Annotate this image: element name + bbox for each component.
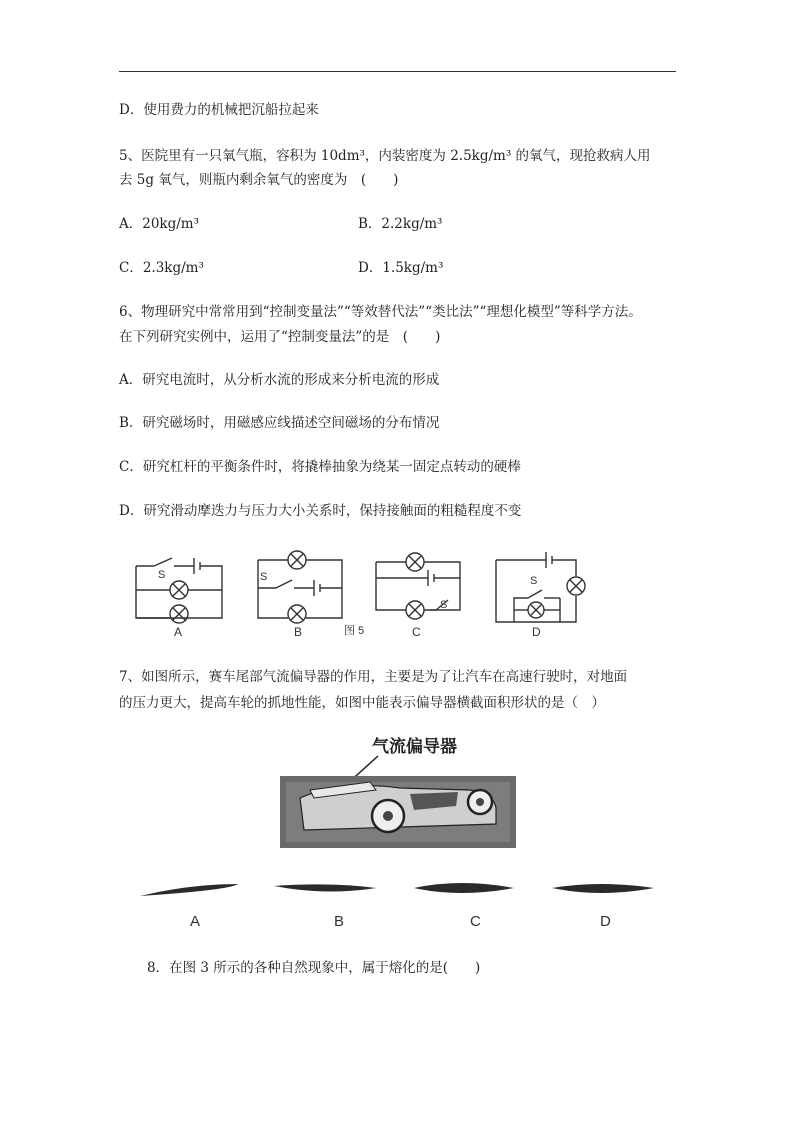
header-rule bbox=[119, 71, 676, 72]
q6-option-d: D．研究滑动摩迭力与压力大小关系时，保持接触面的粗糙程度不变 bbox=[119, 503, 522, 519]
circuit-label-a: A bbox=[174, 625, 183, 639]
circuit-label-b: B bbox=[294, 625, 303, 639]
cross-section-c bbox=[414, 883, 514, 893]
race-car-photo bbox=[280, 732, 516, 850]
shape-label-b: B bbox=[334, 913, 345, 930]
cross-section-b bbox=[274, 884, 376, 891]
q6-option-c: C．研究杠杆的平衡条件时，将撬棒抽象为绕某一固定点转动的硬棒 bbox=[119, 459, 521, 475]
circuit-a bbox=[136, 558, 222, 623]
q5-stem-line1: 5、医院里有一只氧气瓶，容积为 10dm³，内装密度为 2.5kg/m³ 的氧气，现抢救病人用 bbox=[119, 148, 651, 164]
circuit-b bbox=[258, 551, 342, 623]
q7-stem-line2: 的压力更大，提高车轮的抓地性能，如图中能表示偏导器横截面积形状的是（ ） bbox=[119, 695, 605, 711]
switch-label-b: S bbox=[260, 571, 268, 583]
circuit-label-c: C bbox=[412, 625, 421, 639]
q6-option-b: B．研究磁场时，用磁感应线描述空间磁场的分布情况 bbox=[119, 415, 440, 431]
switch-label-c: S bbox=[440, 599, 448, 611]
q6-stem-line2: 在下列研究实例中，运用了“控制变量法”的是 ( ) bbox=[119, 329, 441, 345]
q5-option-c: C．2.3kg/m³ bbox=[119, 260, 204, 276]
q5-stem-line2: 去 5g 氧气，则瓶内剩余氧气的密度为 ( ) bbox=[119, 172, 399, 188]
circuit-d bbox=[496, 552, 585, 622]
q6-stem-line1: 6、物理研究中常常用到“控制变量法”“等效替代法”“类比法”“理想化模型”等科学方法。 bbox=[119, 304, 642, 320]
q6-option-a: A．研究电流时，从分析水流的形成来分析电流的形成 bbox=[119, 372, 440, 388]
spoiler-label: 气流偏导器 bbox=[372, 737, 457, 756]
circuit-diagrams-figure bbox=[130, 548, 590, 644]
cross-section-a bbox=[140, 884, 238, 896]
circuit-label-d: D bbox=[532, 625, 541, 639]
spoiler-cross-sections bbox=[130, 876, 670, 932]
q5-option-d: D．1.5kg/m³ bbox=[358, 260, 444, 276]
q8-stem-line1: 8．在图 3 所示的各种自然现象中，属于熔化的是( ) bbox=[147, 960, 481, 976]
switch-label-a: S bbox=[158, 569, 166, 581]
q7-stem-line1: 7、如图所示，赛车尾部气流偏导器的作用，主要是为了让汽车在高速行驶时，对地面 bbox=[119, 669, 628, 685]
switch-label-d: S bbox=[530, 575, 538, 587]
circuit-c bbox=[376, 553, 460, 619]
shape-label-d: D bbox=[600, 913, 611, 930]
shape-label-c: C bbox=[470, 913, 481, 930]
q5-option-b: B．2.2kg/m³ bbox=[358, 216, 443, 232]
cross-section-d bbox=[552, 884, 654, 893]
figure-caption: 图 5 bbox=[344, 625, 365, 637]
q4-option-d: D．使用费力的机械把沉船拉起来 bbox=[119, 102, 319, 118]
shape-label-a: A bbox=[190, 913, 201, 930]
q5-option-a: A．20kg/m³ bbox=[119, 216, 200, 232]
